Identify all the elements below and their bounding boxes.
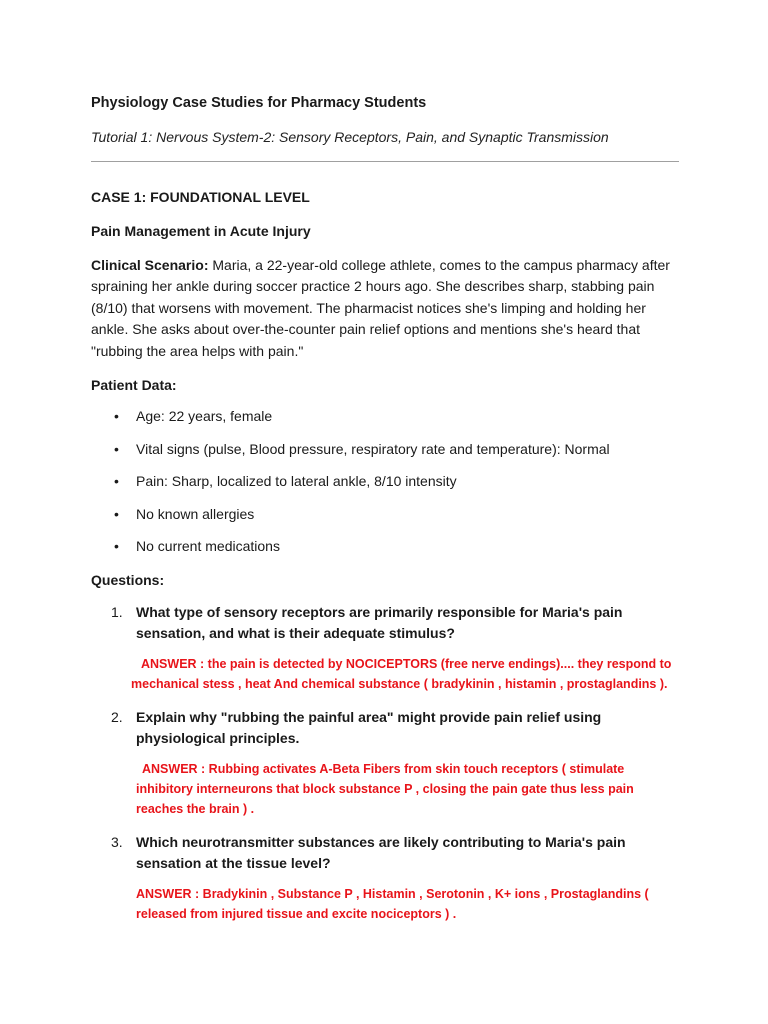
question-item [91,707,681,819]
answer-text: ANSWER : Rubbing activates A-Beta Fibers from skin touch receptors ( stimulate inhibitory interneurons that block substance P , closing the pain gate thus less pain reaches the brain ) . [136,761,634,816]
question-item [91,602,681,694]
list-item: • No known allergies [91,504,681,526]
scenario-label: Clinical Scenario: [91,256,209,273]
clinical-scenario [91,255,681,363]
answer-text: ANSWER : the pain is detected by NOCICEPTORS (free nerve endings).... they respond to mechanical stess , heat And chemical substance ( bradykinin , histamin , prostaglandins ). [131,656,672,691]
title-divider [91,161,679,162]
answer-text: ANSWER : Bradykinin , Substance P , Histamin , Serotonin , K+ ions , Prostaglandins ( released from injured tissue and excite nociceptors ) . [136,887,649,922]
case-heading: CASE 1: FOUNDATIONAL LEVEL [91,189,310,206]
document-page [91,92,681,937]
question-text: What type of sensory receptors are primarily responsible for Maria's pain sensation, and what is their adequate stimulus? [136,603,623,642]
list-item: • Vital signs (pulse, Blood pressure, respiratory rate and temperature): Normal [91,439,681,461]
question-text: Which neurotransmitter substances are likely contributing to Maria's pain sensation at the tissue level? [136,833,626,872]
list-item: • Age: 22 years, female [91,406,681,428]
list-item: • Pain: Sharp, localized to lateral ankle, 8/10 intensity [91,471,681,493]
scenario-text: Maria, a 22-year-old college athlete, comes to the campus pharmacy after spraining her ankle during soccer practice 2 hours ago. She describes sharp, stabbing pain (8/10) that worsens with movement. The pharmacist notices she's limping and holding her ankle. She asks about over-the-counter pain relief options and mentions she's heard that "rubbing the area helps with pain." [91,256,670,359]
document-subtitle: Tutorial 1: Nervous System-2: Sensory Receptors, Pain, and Synaptic Transmission [91,129,609,146]
question-number: 3. [111,833,123,850]
case-title: Pain Management in Acute Injury [91,222,311,239]
list-item: • No current medications [91,536,681,558]
question-text: Explain why "rubbing the painful area" might provide pain relief using physiological principles. [136,708,602,747]
question-number: 1. [111,603,123,620]
patient-data-heading: Patient Data: [91,376,177,393]
questions-heading: Questions: [91,571,165,588]
questions-list [91,602,681,925]
question-number: 2. [111,708,123,725]
document-title: Physiology Case Studies for Pharmacy Students [91,95,427,111]
question-item [91,832,681,924]
patient-data-list [91,406,681,558]
